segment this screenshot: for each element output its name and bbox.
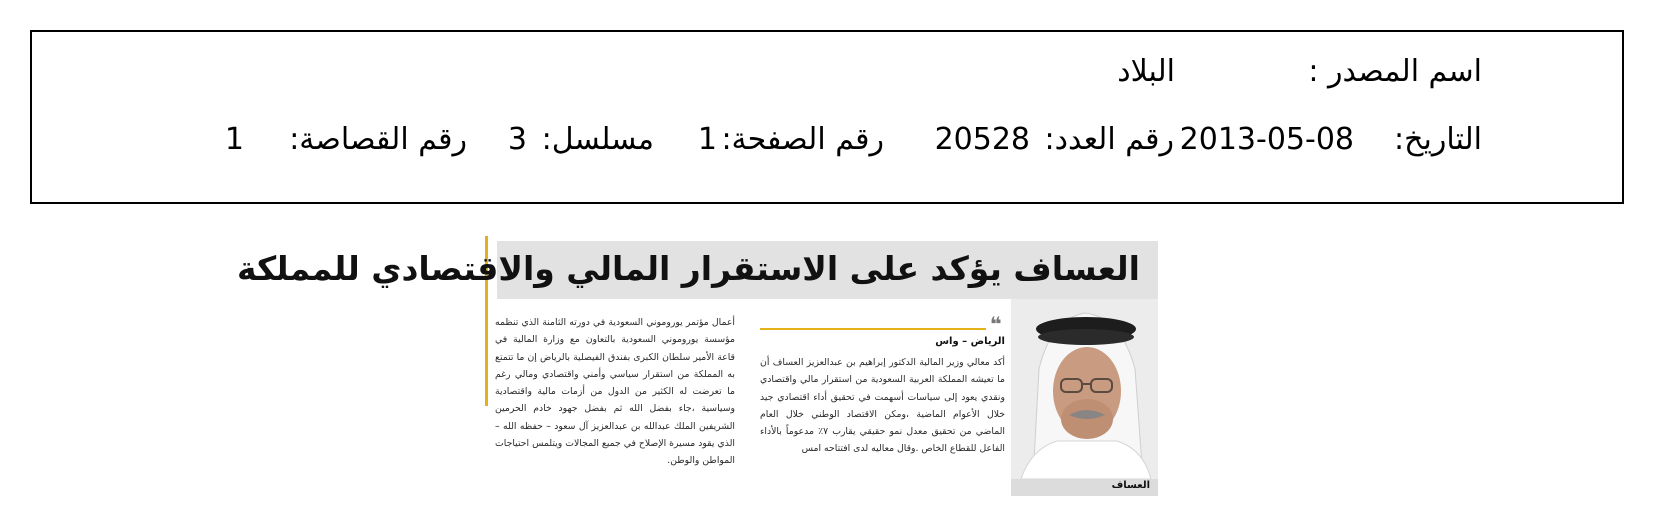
source-value: البلاد [1117, 54, 1175, 89]
photo-caption-text: العساف [1111, 480, 1150, 491]
clip-label: رقم القصاصة: [289, 122, 467, 157]
headline-band [236, 241, 1158, 299]
column-right-text: أكد معالي وزير المالية الدكتور إبراهيم بن عبدالعزيز العساف أن ما تعيشه المملكة العربية السعودية من استقرار مالي واقتصادي ونقدي يعود إلى سياسات أسهمت في تحقيق أداء اقتصادي جيد خلال الأعوام الماضية ،ومكن الاقتصاد الوطني خلال العام الماضي من تحقيق معدل نمو حقيقي يقارب ٧٪ مدعوماً بالأداء الفاعل للقطاع الخاص .وقال معاليه لدى افتتاحه امس [760, 357, 1006, 455]
date-label: التاريخ: [1394, 122, 1482, 157]
issue-value: 20528 [934, 122, 1030, 157]
column-left-text: أعمال مؤتمر يوروموني السعودية في دورته الثامنة الذي تنظمه مؤسسة يوروموني السعودية بالتعاون مع وزارة المالية في قاعة الأمير سلطان الكبرى بفندق الفيصلية بالرياض إن ما تتمتع به المملكة من استقرار سياسي وأمني واقتصادي ومالي رغم ما تعرضت له الكثير من الدول من أزمات مالية واقتصادية وسياسية ،جاء بفضل الله ثم بفضل جهود خادم الحرمين الشريفين الملك عبدالله بن عبدالعزيز آل سعود – حفظه الله – الذي يقود مسيرة الإصلاح في جميع المجالات ويتلمس احتياجات المواطن والوطن. [495, 317, 735, 467]
article-headline: العساف يؤكد على الاستقرار المالي والاقتصادي للمملكة [236, 249, 1140, 288]
article-dateline: الرياض – واس [935, 336, 1005, 347]
clip-value: 1 [224, 122, 244, 157]
issue-label: رقم العدد: [1044, 122, 1174, 157]
serial-label: مسلسل: [541, 122, 654, 157]
serial-value: 3 [507, 122, 527, 157]
source-info-box [30, 30, 1624, 204]
page-label: رقم الصفحة: [721, 122, 884, 157]
article-column-left [495, 314, 735, 470]
dateline-rule [760, 328, 986, 330]
page-value: 1 [697, 122, 717, 157]
source-label: اسم المصدر : [1308, 54, 1482, 89]
quote-mark-icon: ❝ [990, 312, 1002, 336]
portrait-photo [1011, 299, 1158, 479]
photo-caption [1011, 479, 1158, 496]
portrait-illustration [1011, 299, 1158, 479]
newspaper-clipping [236, 236, 1158, 506]
date-value: 2013-05-08 [1179, 122, 1354, 157]
